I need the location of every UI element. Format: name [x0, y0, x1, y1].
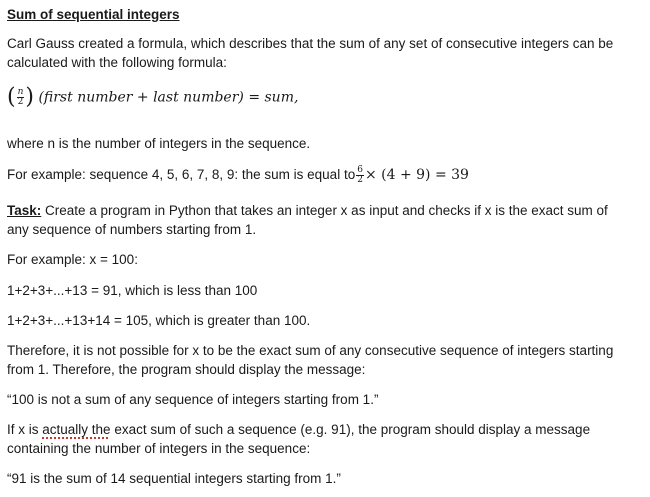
- task-line-1: [7, 202, 608, 220]
- if-line-2: containing the number of integers in the sequence:: [7, 441, 311, 456]
- therefore-line-1: Therefore, it is not possible for x to be the exact sum of any consecutive sequence of integers starting: [7, 343, 614, 358]
- example-2-header: For example: x = 100:: [7, 252, 138, 267]
- example-1-frac-numerator: 6: [357, 165, 363, 175]
- where-line: where n is the number of integers in the sequence.: [7, 136, 311, 151]
- message-2: “91 is the sum of 14 sequential integers starting from 1.”: [7, 471, 341, 486]
- message-1: “100 is not a sum of any sequence of integers starting from 1.”: [7, 392, 379, 407]
- task-line-2: any sequence of numbers starting from 1.: [7, 222, 257, 237]
- calculation-line-1: 1+2+3+...+13 = 91, which is less than 100: [7, 283, 258, 298]
- intro-line-1: Carl Gauss created a formula, which describes that the sum of any set of consecutive integers can be: [7, 36, 614, 51]
- gauss-formula: [7, 84, 299, 110]
- n-over-2-term: ( $\frac{n}{2}$ ): [7, 84, 34, 110]
- example-1-line: [7, 166, 469, 185]
- intro-line-2: calculated with the following formula:: [7, 55, 227, 70]
- calculation-line-2: 1+2+3+...+13+14 = 105, which is greater than 100.: [7, 313, 311, 328]
- example-1-tail: × (4 + 9) = 39: [364, 167, 469, 184]
- task-label: Task:: [7, 203, 42, 218]
- formula-frac-denominator: 2: [17, 97, 24, 107]
- formula-frac-numerator: n: [17, 87, 24, 97]
- flagged-phrase[interactable]: actually the: [42, 422, 111, 437]
- example-1-frac-denominator: 2: [357, 175, 363, 185]
- formula-expression: (first number + last number) = sum,: [38, 89, 299, 106]
- if-line-before: If x is: [7, 422, 43, 437]
- therefore-line-2: from 1. Therefore, the program should display the message:: [7, 362, 366, 377]
- task-text-1: Create a program in Python that takes an integer x as input and checks if x is the exact sum of: [41, 203, 608, 218]
- example-1-text: For example: sequence 4, 5, 6, 7, 8, 9: the sum is equal to: [7, 167, 356, 183]
- if-line-1: [7, 421, 590, 439]
- if-line-after: exact sum of such a sequence (e.g. 91), the program should display a message: [110, 422, 591, 437]
- document-title: Sum of sequential integers: [7, 7, 180, 22]
